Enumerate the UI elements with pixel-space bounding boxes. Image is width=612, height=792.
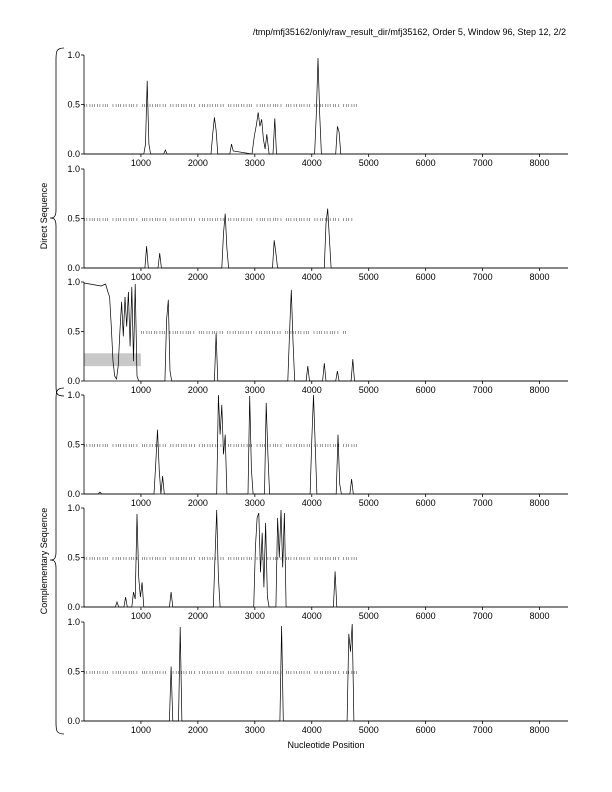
x-tick-label: 2000	[187, 272, 208, 282]
x-tick-label: 6000	[415, 611, 436, 621]
x-tick-label: 8000	[529, 158, 550, 168]
position-markers	[85, 557, 357, 560]
y-tick-label: 0.5	[67, 326, 80, 337]
x-tick-label: 4000	[301, 498, 322, 508]
x-tick-label: 3000	[244, 385, 265, 395]
position-markers	[85, 218, 352, 221]
position-markers	[85, 104, 357, 107]
y-tick-label: 0.5	[67, 439, 80, 450]
complementary-group-label: Complementary Sequence	[39, 507, 49, 615]
x-tick-label: 5000	[358, 498, 379, 508]
x-tick-label: 4000	[301, 725, 322, 735]
x-tick-label: 1000	[130, 158, 151, 168]
x-tick-label: 2000	[187, 385, 208, 395]
series-line	[84, 58, 568, 154]
y-tick-label: 1.0	[67, 617, 80, 627]
x-tick-label: 4000	[301, 272, 322, 282]
x-tick-label: 1000	[130, 272, 151, 282]
x-tick-label: 5000	[358, 725, 379, 735]
x-tick-label: 8000	[529, 385, 550, 395]
y-tick-label: 0.5	[67, 666, 80, 677]
complementary-group-brace	[50, 388, 64, 734]
x-tick-label: 8000	[529, 272, 550, 282]
y-tick-label: 0.0	[67, 489, 80, 499]
x-tick-label: 2000	[187, 158, 208, 168]
series-line	[84, 624, 568, 721]
x-tick-label: 6000	[415, 498, 436, 508]
y-tick-label: 0.0	[67, 602, 80, 612]
x-axis-title: Nucleotide Position	[287, 740, 365, 750]
panel-2	[67, 164, 568, 282]
x-tick-label: 3000	[244, 725, 265, 735]
series-line	[84, 209, 568, 268]
x-tick-label: 4000	[301, 611, 322, 621]
y-tick-label: 1.0	[67, 277, 80, 287]
panel-3	[67, 277, 568, 395]
direct-group-label: Direct Sequence	[39, 182, 49, 250]
x-tick-label: 7000	[472, 611, 493, 621]
x-tick-label: 7000	[472, 158, 493, 168]
x-tick-label: 5000	[358, 272, 379, 282]
panel-4	[67, 390, 568, 508]
x-tick-label: 3000	[244, 611, 265, 621]
x-tick-label: 5000	[358, 158, 379, 168]
x-tick-label: 6000	[415, 158, 436, 168]
x-tick-label: 6000	[415, 385, 436, 395]
x-tick-label: 4000	[301, 385, 322, 395]
x-tick-label: 1000	[130, 385, 151, 395]
panels-layer	[67, 50, 568, 735]
x-tick-label: 6000	[415, 725, 436, 735]
y-tick-label: 0.0	[67, 376, 80, 386]
group-labels-layer	[39, 48, 64, 734]
x-tick-label: 2000	[187, 725, 208, 735]
panel-6	[67, 617, 568, 735]
x-tick-label: 7000	[472, 272, 493, 282]
plot-header-title: /tmp/mfj35162/only/raw_result_dir/mfj35162, Order 5, Window 96, Step 12, 2/2	[252, 27, 566, 37]
x-tick-label: 3000	[244, 272, 265, 282]
y-tick-label: 0.0	[67, 716, 80, 726]
y-tick-label: 0.5	[67, 213, 80, 224]
x-tick-label: 8000	[529, 611, 550, 621]
y-tick-label: 1.0	[67, 503, 80, 513]
position-markers	[85, 671, 357, 674]
x-tick-label: 7000	[472, 498, 493, 508]
x-tick-label: 8000	[529, 498, 550, 508]
y-tick-label: 0.0	[67, 149, 80, 159]
panel-1	[67, 50, 568, 168]
x-tick-label: 5000	[358, 611, 379, 621]
x-tick-label: 7000	[472, 725, 493, 735]
x-tick-label: 3000	[244, 158, 265, 168]
x-tick-label: 3000	[244, 498, 265, 508]
x-tick-label: 1000	[130, 611, 151, 621]
x-tick-label: 1000	[130, 725, 151, 735]
y-tick-label: 1.0	[67, 164, 80, 174]
x-tick-label: 2000	[187, 498, 208, 508]
x-tick-label: 2000	[187, 611, 208, 621]
x-tick-label: 8000	[529, 725, 550, 735]
x-tick-label: 1000	[130, 498, 151, 508]
position-markers	[141, 331, 345, 334]
series-line	[84, 395, 568, 494]
x-tick-label: 4000	[301, 158, 322, 168]
direct-group-brace	[50, 48, 64, 396]
y-tick-label: 0.0	[67, 263, 80, 273]
x-tick-label: 5000	[358, 385, 379, 395]
series-line	[84, 510, 568, 607]
x-tick-label: 7000	[472, 385, 493, 395]
position-markers	[85, 444, 357, 447]
y-tick-label: 1.0	[67, 50, 80, 60]
y-tick-label: 0.5	[67, 99, 80, 110]
x-tick-label: 6000	[415, 272, 436, 282]
y-tick-label: 0.5	[67, 552, 80, 563]
y-tick-label: 1.0	[67, 390, 80, 400]
panel-5	[67, 503, 568, 621]
